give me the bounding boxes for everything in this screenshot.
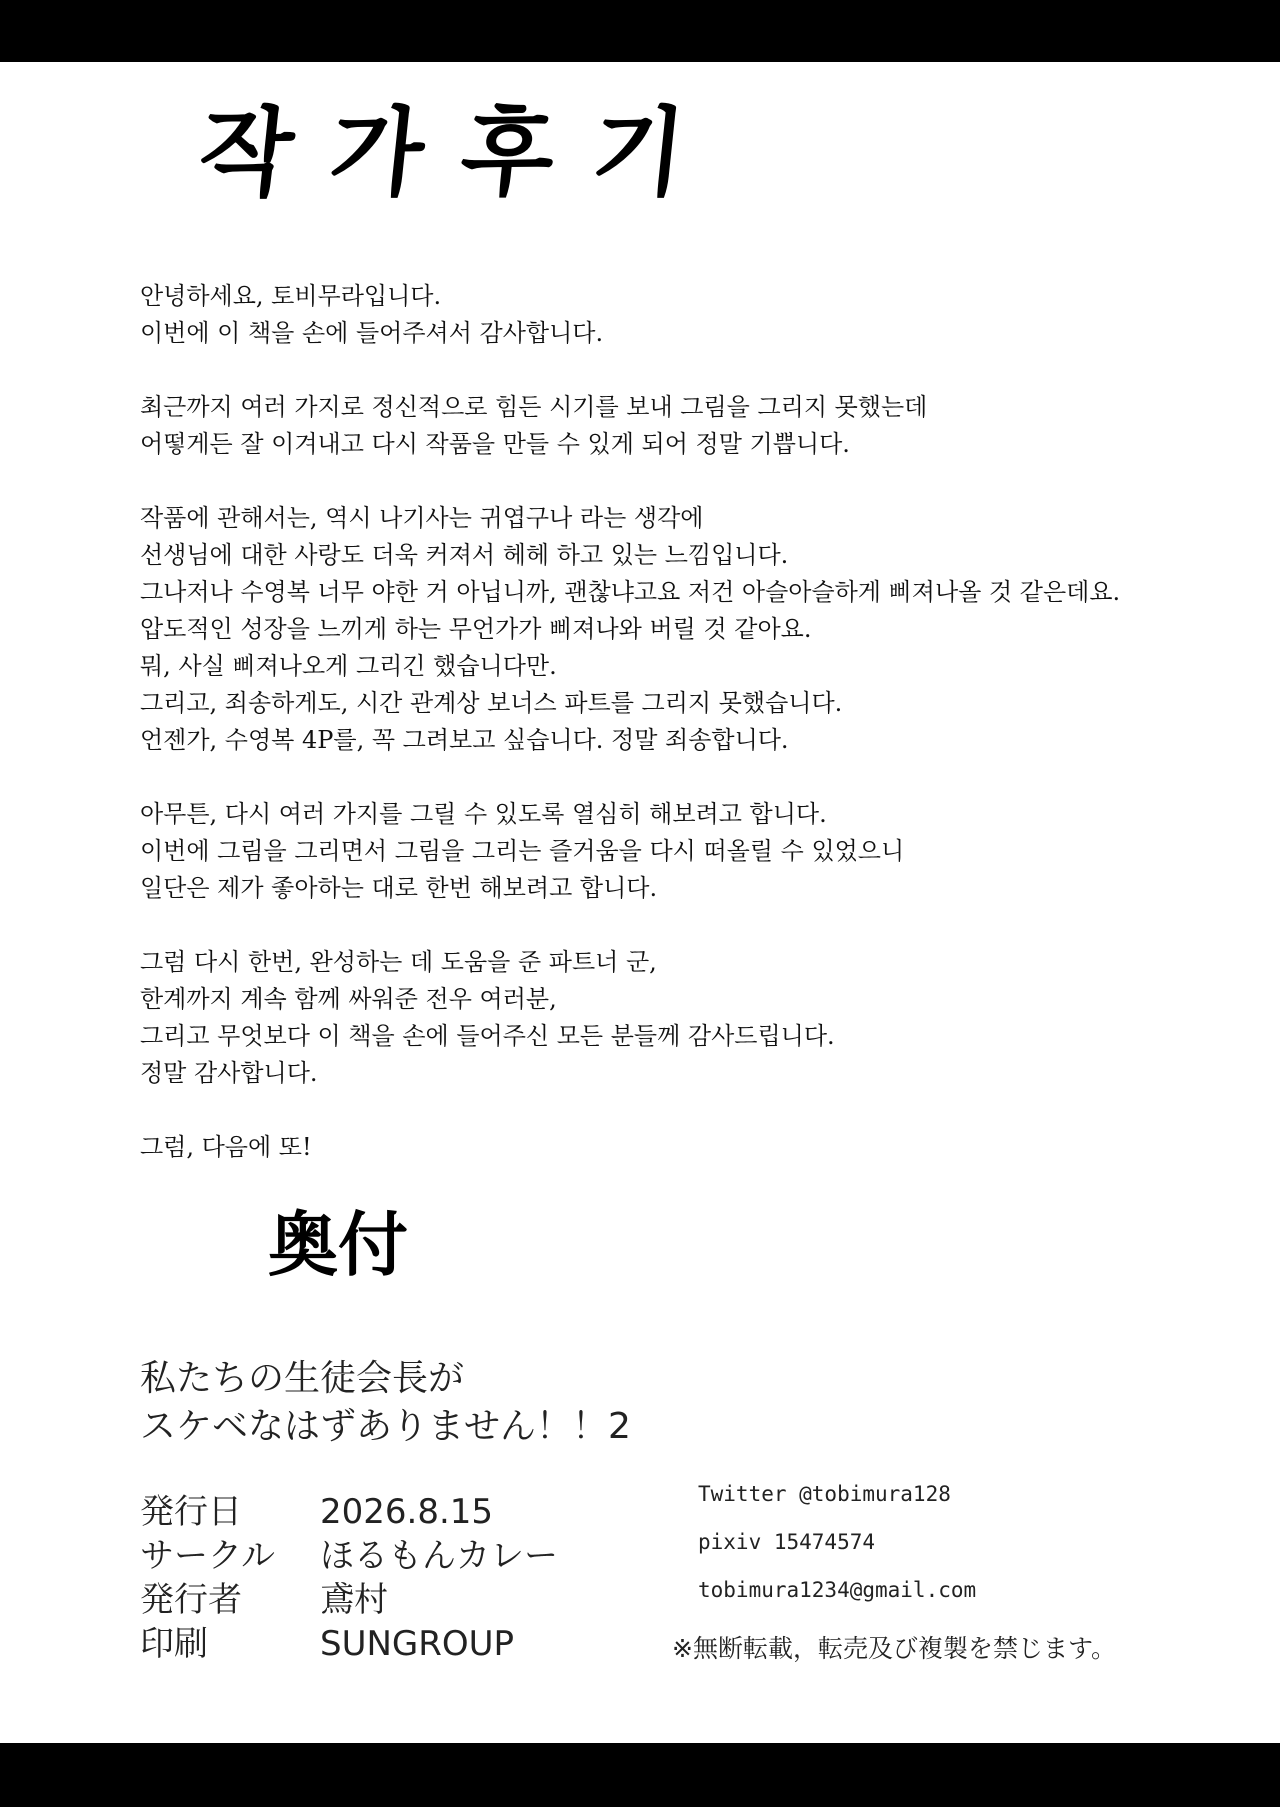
book-title-line: 私たちの生徒会長が: [140, 1358, 465, 1399]
paragraph-greeting: [140, 278, 1140, 352]
text-line: 뭐, 사실 삐져나오게 그리긴 했습니다만.: [140, 652, 557, 680]
email-address: tobimura1234@gmail.com: [698, 1578, 977, 1602]
text-line: 그럼 다시 한번, 완성하는 데 도움을 준 파트너 군,: [140, 948, 657, 976]
text-line: 이번에 그림을 그리면서 그림을 그리는 즐거움을 다시 떠올릴 수 있었으니: [140, 837, 905, 865]
text-line: 일단은 제가 좋아하는 대로 한번 해보려고 합니다.: [140, 874, 658, 902]
text-line: 이번에 이 책을 손에 들어주셔서 감사합니다.: [140, 319, 604, 347]
paragraph-thanks: [140, 944, 1140, 1092]
contact-list: [698, 1470, 976, 1614]
info-row-publisher: [140, 1578, 558, 1622]
afterword-body: [140, 278, 1140, 1203]
text-line: 언젠가, 수영복 4P를, 꼭 그려보고 싶습니다. 정말 죄송합니다.: [140, 726, 789, 754]
text-line: 그리고, 죄송하게도, 시간 관계상 보너스 파트를 그리지 못했습니다.: [140, 689, 843, 717]
text-line: 작품에 관해서는, 역시 나기사는 귀엽구나 라는 생각에: [140, 504, 704, 532]
paragraph-recovery: [140, 389, 1140, 463]
copyright-notice: ※無断転載，転売及び複製を禁じます。: [672, 1634, 1116, 1663]
pixiv-id: pixiv 15474574: [698, 1530, 876, 1554]
text-line: 최근까지 여러 가지로 정신적으로 힘든 시기를 보내 그림을 그리지 못했는데: [140, 393, 928, 421]
text-line: 한계까지 계속 함께 싸워준 전우 여러분,: [140, 985, 557, 1013]
text-line: 그나저나 수영복 너무 야한 거 아닙니까, 괜찮냐고요 저건 아슬아슬하게 삐져나올 것 같은데요.: [140, 578, 1121, 606]
info-row-printer: [140, 1622, 558, 1666]
paragraph-farewell: [140, 1129, 1140, 1166]
book-title-line: スケベなはずありません！！2: [140, 1406, 631, 1447]
afterword-title: 작가후기: [194, 97, 729, 209]
colophon-title: 奥付: [268, 1204, 408, 1286]
info-value: 鳶村: [320, 1580, 388, 1620]
text-line: 안녕하세요, 토비무라입니다.: [140, 282, 442, 310]
top-black-bar: [0, 0, 1280, 62]
text-line: 그리고 무엇보다 이 책을 손에 들어주신 모든 분들께 감사드립니다.: [140, 1022, 835, 1050]
text-line: 어떻게든 잘 이겨내고 다시 작품을 만들 수 있게 되어 정말 기쁩니다.: [140, 430, 850, 458]
info-row-date: [140, 1490, 558, 1534]
book-title: [140, 1355, 631, 1451]
bottom-black-bar: [0, 1743, 1280, 1807]
info-value: ほるもんカレー: [320, 1536, 558, 1576]
info-label: 発行日: [140, 1492, 242, 1532]
info-row-circle: [140, 1534, 558, 1578]
info-label: 印刷: [140, 1624, 208, 1664]
text-line: 아무튼, 다시 여러 가지를 그릴 수 있도록 열심히 해보려고 합니다.: [140, 800, 827, 828]
paragraph-plans: [140, 796, 1140, 907]
text-line: 그럼, 다음에 또!: [140, 1133, 312, 1161]
paragraph-work: [140, 500, 1140, 759]
info-value: SUNGROUP: [320, 1624, 515, 1664]
info-label: 発行者: [140, 1580, 242, 1620]
publication-info: [140, 1490, 558, 1666]
text-line: 압도적인 성장을 느끼게 하는 무언가가 삐져나와 버릴 것 같아요.: [140, 615, 812, 643]
twitter-handle: Twitter @tobimura128: [698, 1482, 951, 1506]
text-line: 정말 감사합니다.: [140, 1059, 318, 1087]
text-line: 선생님에 대한 사랑도 더욱 커져서 헤헤 하고 있는 느낌입니다.: [140, 541, 789, 569]
info-label: サークル: [140, 1536, 275, 1576]
info-value: 2026.8.15: [320, 1492, 494, 1532]
